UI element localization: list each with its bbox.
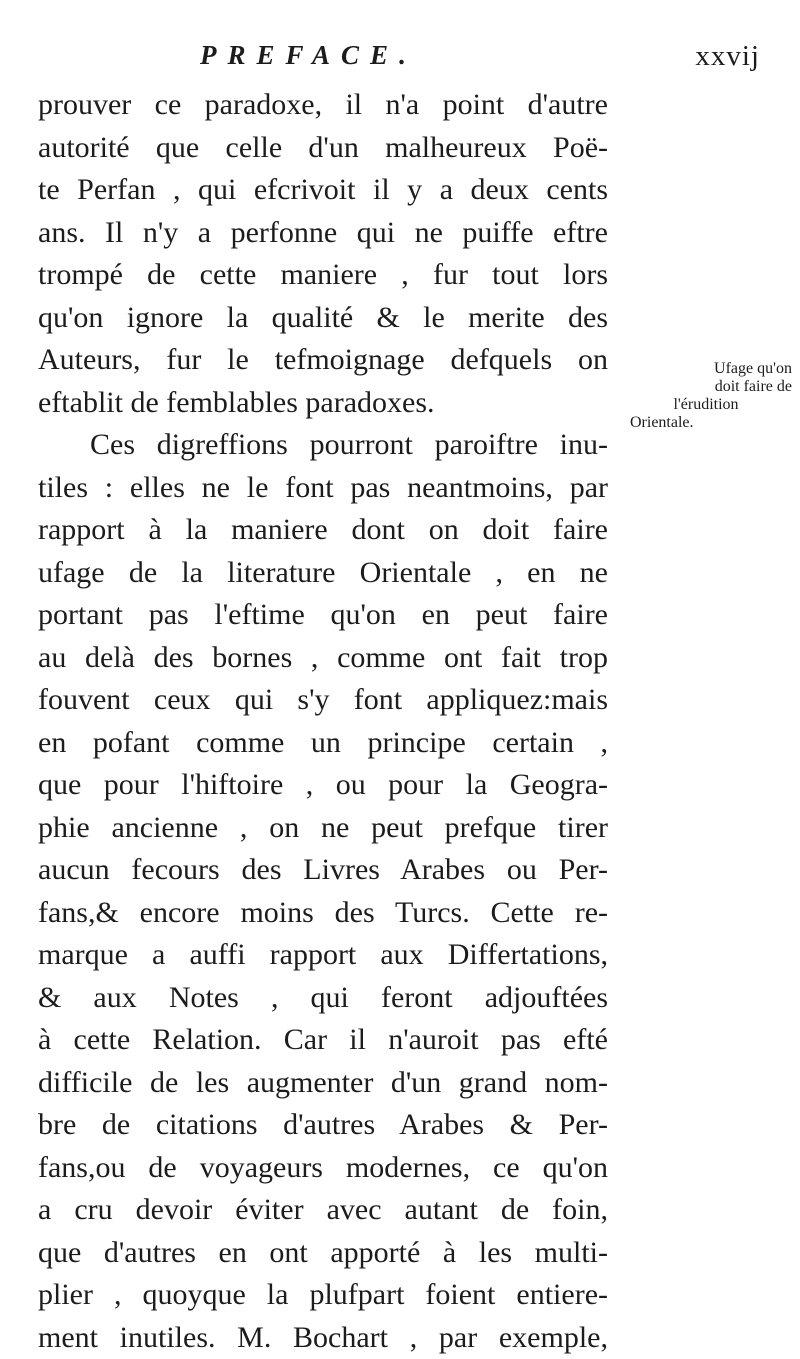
text-line: ment inutiles. M. Bochart , par exemple,	[38, 1317, 608, 1359]
text-line: rapport à la maniere dont on doit faire	[38, 509, 608, 552]
text-line: au delà des bornes , comme ont fait trop	[38, 637, 608, 680]
text-line: plier , quoyque la plufpart foient entiere-	[38, 1274, 608, 1317]
text-line: phie ancienne , on ne peut prefque tirer	[38, 807, 608, 850]
text-line: que pour l'hiftoire , ou pour la Geogra-	[38, 764, 608, 807]
text-line: fans,& encore moins des Turcs. Cette re-	[38, 892, 608, 935]
text-line: en pofant comme un principe certain ,	[38, 722, 608, 765]
text-line: trompé de cette maniere , fur tout lors	[38, 254, 608, 297]
text-line: fans,ou de voyageurs modernes, ce qu'on	[38, 1147, 608, 1190]
page-number: xxvij	[695, 40, 760, 73]
text-line: Auteurs, fur le tefmoignage defquels on	[38, 339, 608, 382]
text-line: bre de citations d'autres Arabes & Per-	[38, 1104, 608, 1147]
marginal-note-line: Ufage qu'on	[620, 360, 792, 378]
text-line: qu'on ignore la qualité & le merite des	[38, 297, 608, 340]
text-line: ufage de la literature Orientale , en ne	[38, 552, 608, 595]
text-line: fouvent ceux qui s'y font appliquez:mais	[38, 679, 608, 722]
marginal-note-line: l'érudition	[620, 396, 792, 414]
paragraph-first-line: Ces digreffions pourront paroiftre inu-	[38, 424, 608, 467]
marginal-note-line: doit faire de	[620, 378, 792, 396]
text-line: autorité que celle d'un malheureux Poë-	[38, 127, 608, 170]
text-line: te Perfan , qui efcrivoit il y a deux cents	[38, 169, 608, 212]
marginal-note-line: Orientale.	[620, 414, 792, 432]
text-line: tiles : elles ne le font pas neantmoins, par	[38, 467, 608, 510]
running-head	[200, 40, 760, 84]
main-text-column	[38, 84, 608, 1359]
running-head-title: PREFACE.	[200, 40, 417, 71]
text-line: aucun fecours des Livres Arabes ou Per-	[38, 849, 608, 892]
marginal-note	[620, 360, 792, 432]
text-line: ans. Il n'y a perfonne qui ne puiffe eftre	[38, 212, 608, 255]
text-line: marque a auffi rapport aux Differtations,	[38, 934, 608, 977]
text-line: eftablit de femblables paradoxes.	[38, 382, 608, 425]
text-line: à cette Relation. Car il n'auroit pas efté	[38, 1019, 608, 1062]
text-line: a cru devoir éviter avec autant de foin,	[38, 1189, 608, 1232]
text-line: difficile de les augmenter d'un grand nom-	[38, 1062, 608, 1105]
text-line: & aux Notes , qui feront adjouftées	[38, 977, 608, 1020]
text-line: portant pas l'eftime qu'on en peut faire	[38, 594, 608, 637]
text-line: que d'autres en ont apporté à les multi-	[38, 1232, 608, 1275]
text-line: prouver ce paradoxe, il n'a point d'autre	[38, 84, 608, 127]
